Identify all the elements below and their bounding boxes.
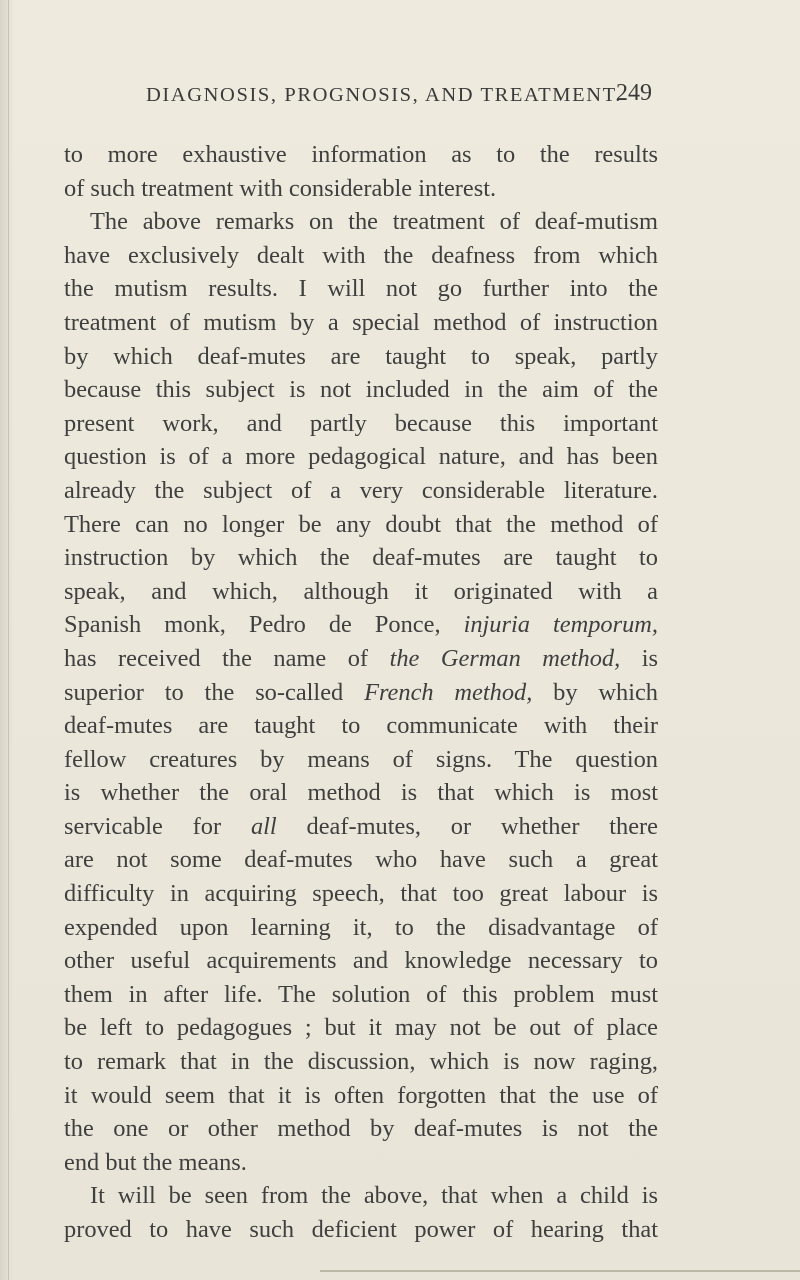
text-segment: instruction by which the deaf-mutes are taught to: [64, 544, 658, 572]
text-line: [64, 1011, 658, 1045]
body-text: [64, 138, 658, 1247]
italic-text-segment: French method,: [364, 678, 533, 706]
text-line: [64, 373, 658, 407]
text-segment: Spanish monk, Pedro de Ponce,: [64, 611, 464, 639]
text-line: [64, 340, 658, 374]
text-line: [64, 1045, 658, 1079]
text-line: [64, 1146, 658, 1180]
text-segment: them in after life. The solution of this problem must: [64, 980, 658, 1008]
text-segment: because this subject is not included in the aim of the: [64, 376, 658, 404]
text-line: [64, 541, 658, 575]
text-line: [64, 877, 658, 911]
text-segment: expended upon learning it, to the disadvantage of: [64, 913, 658, 941]
text-line: [64, 172, 658, 206]
text-line: [64, 978, 658, 1012]
text-line: [64, 1179, 658, 1213]
text-segment: is: [620, 644, 658, 672]
text-segment: by which: [532, 678, 658, 706]
text-segment: It will be seen from the above, that when a child is: [90, 1182, 658, 1210]
text-segment: already the subject of a very considerable literature.: [64, 476, 658, 504]
text-line: [64, 709, 658, 743]
text-line: [64, 1112, 658, 1146]
running-head: DIAGNOSIS, PROGNOSIS, AND TREATMENT.: [146, 84, 622, 106]
text-segment: of such treatment with considerable interest.: [64, 174, 497, 202]
text-line: [64, 676, 658, 710]
text-line: [64, 474, 658, 508]
text-segment: treatment of mutism by a special method of instruction: [64, 308, 658, 336]
bottom-edge-rule: [320, 1270, 800, 1272]
text-line: [64, 575, 658, 609]
text-segment: the mutism results. I will not go further into the: [64, 275, 658, 303]
text-line: [64, 440, 658, 474]
page-binding-shadow: [0, 0, 14, 1280]
text-segment: to more exhaustive information as to the results: [64, 141, 658, 168]
text-line: [64, 843, 658, 877]
text-segment: are not some deaf-mutes who have such a great: [64, 846, 658, 874]
text-line: [64, 944, 658, 978]
text-line: [64, 407, 658, 441]
text-segment: have exclusively dealt with the deafness from which: [64, 241, 658, 269]
text-segment: There can no longer be any doubt that the method of: [64, 510, 658, 538]
text-segment: by which deaf-mutes are taught to speak, partly: [64, 342, 658, 370]
text-line: [64, 1213, 658, 1247]
text-line: [64, 608, 658, 642]
text-segment: servicable for: [64, 812, 251, 840]
text-segment: the one or other method by deaf-mutes is not the: [64, 1115, 658, 1143]
text-line: [64, 1079, 658, 1113]
text-line: [64, 306, 658, 340]
italic-text-segment: injuria temporum,: [463, 611, 658, 639]
page-binding-edge: [8, 0, 9, 1280]
text-line: [64, 642, 658, 676]
text-segment: superior to the so-called: [64, 678, 365, 706]
text-segment: speak, and which, although it originated with a: [64, 577, 658, 605]
text-segment: is whether the oral method is that which is most: [64, 779, 658, 807]
text-line: [64, 508, 658, 542]
text-segment: it would seem that it is often forgotten that the use of: [64, 1081, 658, 1109]
text-segment: to remark that in the discussion, which is now raging,: [64, 1048, 658, 1076]
text-segment: other useful acquirements and knowledge necessary to: [64, 947, 658, 975]
text-segment: The above remarks on the treatment of deaf-mutism: [90, 208, 658, 236]
text-segment: proved to have such deficient power of hearing that: [64, 1216, 658, 1243]
text-segment: end but the means.: [64, 1148, 247, 1176]
italic-text-segment: all: [250, 812, 277, 840]
text-line: [64, 138, 658, 172]
text-segment: fellow creatures by means of signs. The question: [64, 745, 658, 773]
text-line: [64, 272, 658, 306]
text-segment: be left to pedagogues ; but it may not be out of place: [64, 1014, 658, 1042]
page-number: 249: [616, 80, 652, 106]
text-line: [64, 776, 658, 810]
text-segment: difficulty in acquiring speech, that too great labour is: [64, 880, 658, 908]
text-segment: deaf-mutes, or whether there: [276, 812, 659, 840]
text-segment: present work, and partly because this important: [64, 409, 658, 437]
text-line: [64, 743, 658, 777]
text-line: [64, 810, 658, 844]
text-segment: question is of a more pedagogical nature, and has been: [64, 443, 658, 471]
italic-text-segment: the German method,: [389, 644, 621, 672]
text-line: [64, 911, 658, 945]
text-line: [64, 239, 658, 273]
text-segment: deaf-mutes are taught to communicate with their: [64, 712, 658, 740]
text-line: [64, 205, 658, 239]
text-segment: has received the name of: [64, 644, 390, 672]
